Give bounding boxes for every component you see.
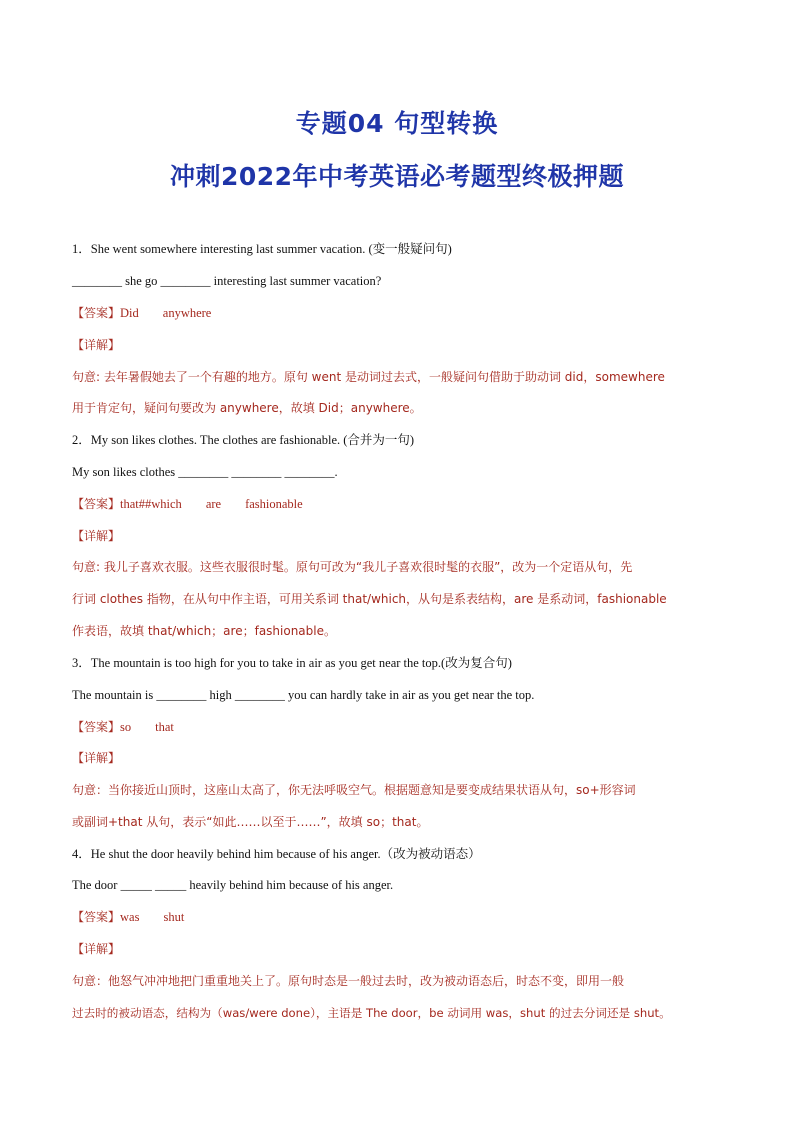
question-1-explanation-line: 用于肯定句，疑问句要改为 anywhere，故填 Did；anywhere。	[72, 401, 422, 415]
question-1-prompt	[72, 240, 452, 258]
question-1-detail-label: 【详解】	[72, 338, 121, 352]
answer-label: 【答案】	[72, 497, 121, 511]
question-text: The mountain is too high for you to take in air as you get near the top.(改为复合句)	[90, 656, 512, 670]
question-4-detail-label: 【详解】	[72, 942, 121, 956]
answer-value: that	[155, 720, 174, 734]
question-2-answer	[72, 495, 303, 513]
answer-value: shut	[163, 910, 185, 924]
answer-label: 【答案】	[72, 720, 121, 734]
question-3-blank-sentence: The mountain is ________ high ________ you can hardly take in air as you get near the top.	[72, 688, 535, 702]
question-number: 3．	[72, 656, 91, 670]
question-2-prompt	[72, 431, 414, 449]
answer-label: 【答案】	[72, 306, 121, 320]
question-4-prompt	[72, 845, 481, 863]
question-1-blank-sentence: ________ she go ________ interesting last summer vacation?	[72, 274, 382, 288]
question-4-blank-sentence: The door _____ _____ heavily behind him because of his anger.	[72, 878, 394, 892]
question-number: 2．	[72, 433, 91, 447]
question-2-explanation-line: 作表语，故填 that/which；are；fashionable。	[72, 624, 336, 638]
answer-value: anywhere	[162, 306, 212, 320]
question-2-explanation-line: 句意: 我儿子喜欢衣服。这些衣服很时髦。原句可改为“我儿子喜欢很时髦的衣服”，改为一个定语从句，先	[72, 560, 633, 574]
question-2-blank-sentence: My son likes clothes ________ ________ ________.	[72, 465, 338, 479]
question-3-explanation-line: 句意：当你接近山顶时，这座山太高了，你无法呼吸空气。根据题意知是要变成结果状语从句，so+形容词	[72, 783, 636, 797]
question-3-prompt	[72, 654, 512, 672]
answer-value: are	[205, 497, 222, 511]
answer-label: 【答案】	[72, 910, 121, 924]
question-3-answer	[72, 718, 174, 736]
question-number: 4．	[72, 847, 91, 861]
question-text: She went somewhere interesting last summer vacation. (变一般疑问句)	[90, 242, 452, 256]
question-3-detail-label: 【详解】	[72, 751, 121, 765]
answer-value: that##which	[120, 497, 182, 511]
question-1-explanation-line: 句意: 去年暑假她去了一个有趣的地方。原句 went 是动词过去式，一般疑问句借助于助动词 did，somewhere	[72, 370, 665, 384]
question-4-explanation-line: 过去时的被动语态，结构为（was/were done），主语是 The door，be 动词用 was，shut 的过去分词还是 shut。	[72, 1006, 671, 1020]
question-number: 1．	[72, 242, 91, 256]
question-text: He shut the door heavily behind him because of his anger.（改为被动语态）	[90, 847, 481, 861]
question-2-detail-label: 【详解】	[72, 529, 121, 543]
topic-title: 专题04 句型转换	[295, 109, 499, 138]
question-1-answer	[72, 304, 211, 322]
question-4-explanation-line: 句意：他怒气冲冲地把门重重地关上了。原句时态是一般过去时，改为被动语态后，时态不变，即用一般	[72, 974, 625, 988]
question-4-answer	[72, 908, 184, 926]
question-text: My son likes clothes. The clothes are fashionable. (合并为一句)	[90, 433, 415, 447]
subtitle: 冲刺2022年中考英语必考题型终极押题	[169, 162, 625, 191]
answer-value: Did	[120, 306, 139, 320]
question-2-explanation-line: 行词 clothes 指物，在从句中作主语，可用关系词 that/which，从句是系表结构，are 是系动词，fashionable	[72, 592, 667, 606]
question-3-explanation-line: 或副词+that 从句，表示“如此……以至于……”，故填 so；that。	[72, 815, 429, 829]
answer-value: so	[120, 720, 132, 734]
answer-value: fashionable	[245, 497, 303, 511]
answer-value: was	[120, 910, 140, 924]
